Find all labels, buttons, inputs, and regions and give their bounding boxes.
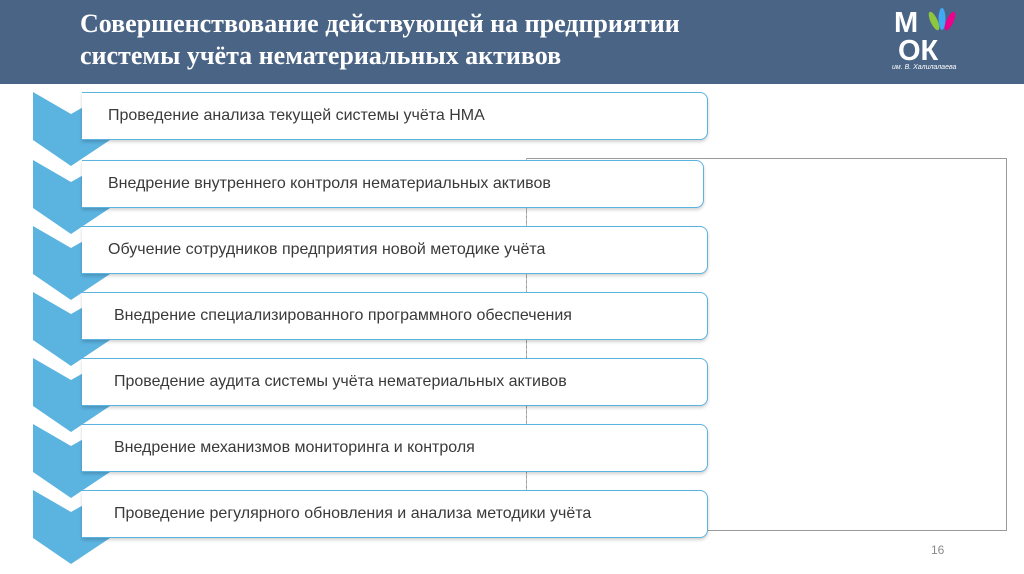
step-box <box>82 358 708 406</box>
page-number: 16 <box>931 543 945 557</box>
step-box <box>82 292 708 340</box>
slide-title-line-2: системы учёта нематериальных активов <box>80 41 562 70</box>
step-label: Проведение регулярного обновления и анализа методики учёта <box>114 505 592 522</box>
step-box <box>82 160 704 208</box>
step-box <box>82 424 708 472</box>
slide-title <box>80 8 800 72</box>
step-label: Проведение анализа текущей системы учёта НМА <box>108 107 485 124</box>
logo-mark-icon <box>892 6 972 62</box>
frame-divider <box>526 158 527 531</box>
step-label: Внедрение специализированного программного обеспечения <box>114 307 572 324</box>
step-label: Внедрение внутреннего контроля нематериальных активов <box>108 175 551 192</box>
slide-title-line-1: Совершенствование действующей на предприятии <box>80 9 680 38</box>
step-label: Обучение сотрудников предприятия новой методике учёта <box>108 241 546 258</box>
step-label: Внедрение механизмов мониторинга и контроля <box>114 439 475 456</box>
step-box <box>82 226 708 274</box>
svg-text:ОК: ОК <box>898 35 939 62</box>
svg-text:М: М <box>894 7 919 39</box>
step-box <box>82 92 708 140</box>
process-chevrons <box>0 0 110 574</box>
step-label: Проведение аудита системы учёта нематериальных активов <box>114 373 567 390</box>
organization-logo <box>892 6 972 78</box>
content-frame <box>526 158 1007 531</box>
step-box <box>82 490 708 538</box>
slide-header <box>0 0 1024 84</box>
logo-subtitle: им. В. Халилалаева <box>892 64 957 71</box>
